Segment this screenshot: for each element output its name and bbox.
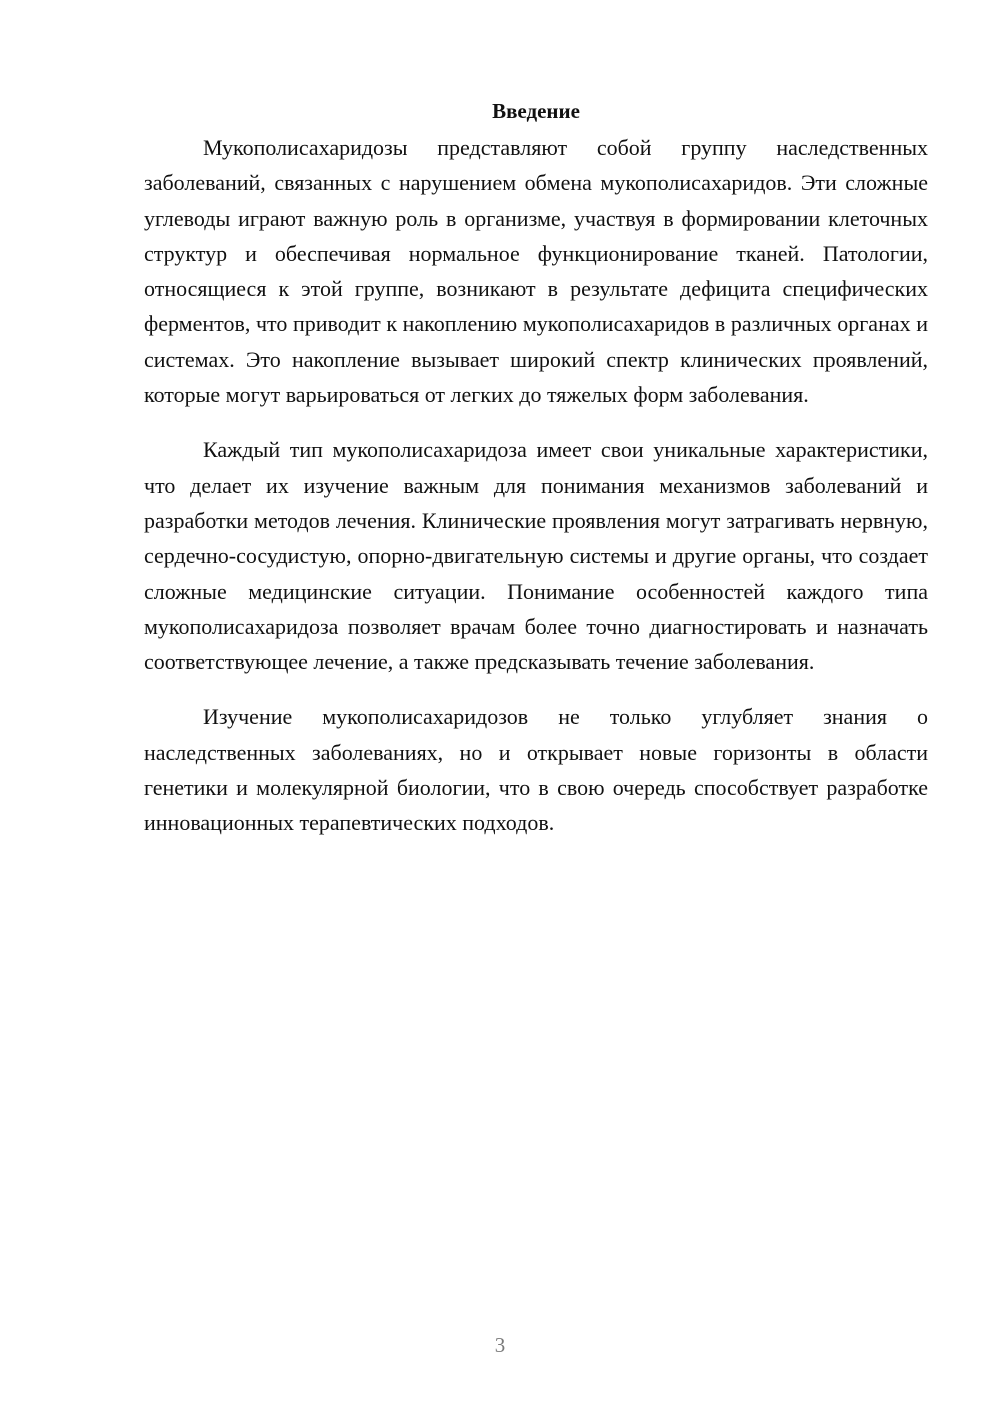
paragraph-1: Мукополисахаридозы представляют собой группу наследственных заболеваний, связанных с нарушением обмена мукополисахаридов. Эти сложные углеводы играют важную роль в организме, участвуя в формировании клеточных структур и обеспечивая нормальное функционирование тканей. Патологии, относящиеся к этой группе, возникают в результате дефицита специфических ферментов, что приводит к накоплению мукополисахаридов в различных органах и системах. Это накопление вызывает широкий спектр клинических проявлений, которые могут варьироваться от легких до тяжелых форм заболевания. [144, 135, 928, 408]
page-number: 3 [494, 1333, 506, 1357]
paragraph-2: Каждый тип мукополисахаридоза имеет свои уникальные характеристики, что делает их изучение важным для понимания механизмов заболеваний и разработки методов лечения. Клинические проявления могут затрагивать нервную, сердечно-сосудистую, опорно-двигательную системы и другие органы, что создает сложные медицинские ситуации. Понимание особенностей каждого типа мукополисахаридоза позволяет врачам более точно диагностировать и назначать соответствующее лечение, а также предсказывать течение заболевания. [144, 437, 928, 675]
page-content [144, 94, 928, 861]
section-title: Введение [492, 99, 580, 123]
paragraph-3: Изучение мукополисахаридозов не только углубляет знания о наследственных заболеваниях, но и открывает новые горизонты в области генетики и молекулярной биологии, что в свою очередь способствует разработке инновационных терапевтических подходов. [144, 704, 928, 836]
